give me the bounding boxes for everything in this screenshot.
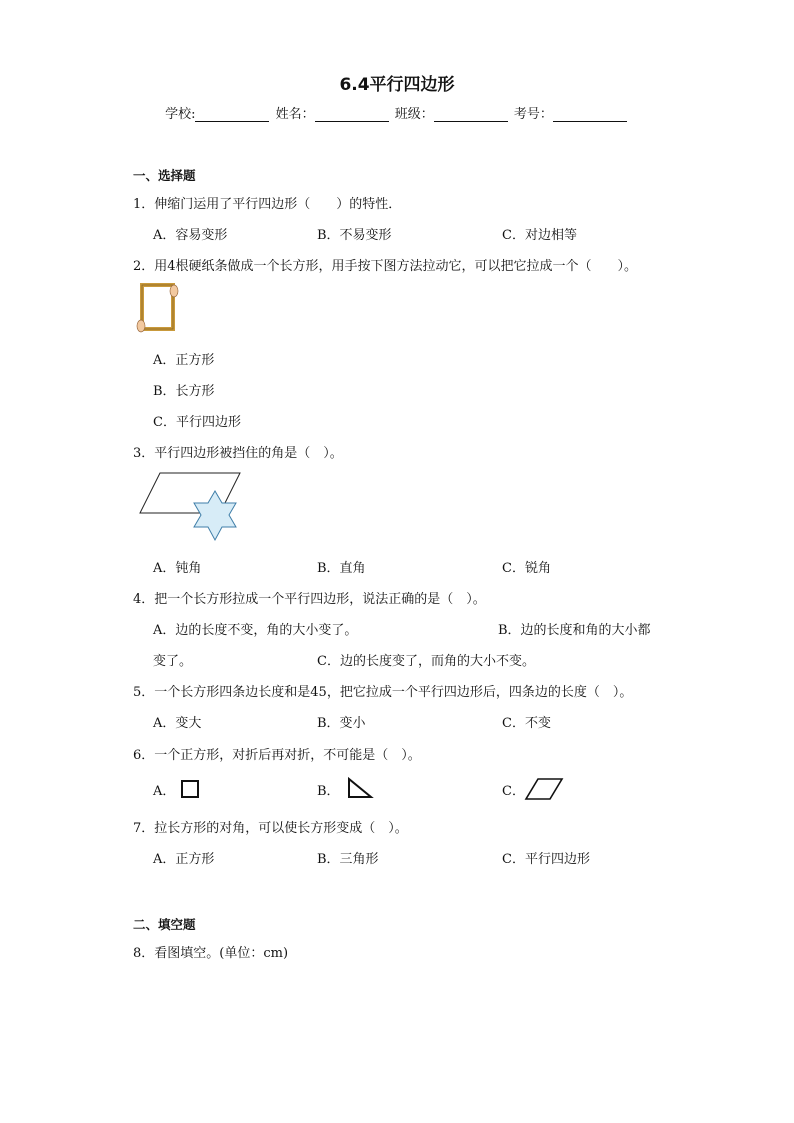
exam-number-blank[interactable] <box>553 107 627 122</box>
q6-option-c[interactable]: C． <box>502 784 525 799</box>
q1-option-a[interactable]: A．容易变形 <box>153 228 228 243</box>
q4-option-b-continued: 变了。 <box>153 654 193 669</box>
q3-option-b[interactable]: B．直角 <box>317 561 366 576</box>
q5-option-b[interactable]: B．变小 <box>317 716 366 731</box>
q7-option-a[interactable]: A．正方形 <box>153 852 215 867</box>
question-stem: 伸缩门运用了平行四边形（ ）的特性． <box>154 197 402 212</box>
q2-option-a[interactable]: A．正方形 <box>153 353 215 368</box>
question-stem: 一个正方形，对折后再对折，不可能是（ ）。 <box>154 748 421 763</box>
q4-option-a[interactable]: A．边的长度不变，角的大小变了。 <box>153 623 358 638</box>
parallelogram-star-figure <box>138 470 244 544</box>
question-number: 8． <box>133 946 155 961</box>
q5-option-c[interactable]: C．不变 <box>502 716 551 731</box>
question-8 <box>133 942 288 961</box>
q3-option-a[interactable]: A．钝角 <box>153 561 202 576</box>
question-stem: 把一个长方形拉成一个平行四边形，说法正确的是（ ）。 <box>154 592 486 607</box>
question-stem: 看图填空。(单位：cm) <box>154 946 289 961</box>
q1-option-c[interactable]: C．对边相等 <box>502 228 577 243</box>
q7-option-b[interactable]: B．三角形 <box>317 852 379 867</box>
question-stem: 拉长方形的对角，可以使长方形变成（ ）。 <box>154 821 408 836</box>
question-number: 4． <box>133 592 155 607</box>
q3-option-c[interactable]: C．锐角 <box>502 561 551 576</box>
section-heading-choice: 一、选择题 <box>133 168 196 183</box>
question-stem: 用4根硬纸条做成一个长方形，用手按下图方法拉动它，可以把它拉成一个（ ）。 <box>154 259 638 274</box>
class-label: 班级： <box>394 107 434 122</box>
q4-option-c[interactable]: C．边的长度变了，而角的大小不变。 <box>317 654 535 669</box>
exam-number-label: 考号： <box>513 107 553 122</box>
question-3 <box>133 442 343 461</box>
section-heading-fill: 二、填空题 <box>133 917 196 932</box>
q1-option-b[interactable]: B．不易变形 <box>317 228 392 243</box>
question-number: 2． <box>133 259 155 274</box>
class-blank[interactable] <box>434 107 508 122</box>
question-number: 6． <box>133 748 155 763</box>
rectangle-frame-figure <box>137 282 181 334</box>
question-number: 5． <box>133 685 155 700</box>
right-triangle-icon <box>345 776 375 800</box>
q6-option-b[interactable]: B． <box>317 784 340 799</box>
name-blank[interactable] <box>315 107 389 122</box>
question-6 <box>133 744 421 763</box>
question-stem: 一个长方形四条边长度和是45，把它拉成一个平行四边形后，四条边的长度（ ）。 <box>154 685 633 700</box>
q5-option-a[interactable]: A．变大 <box>153 716 202 731</box>
school-label: 学校: <box>165 107 196 122</box>
parallelogram-icon <box>524 776 566 802</box>
small-square-icon <box>180 779 202 799</box>
question-number: 7． <box>133 821 155 836</box>
question-7 <box>133 817 408 836</box>
school-blank[interactable] <box>195 107 269 122</box>
question-stem: 平行四边形被挡住的角是（ ）。 <box>154 446 343 461</box>
q2-option-b[interactable]: B．长方形 <box>153 384 215 399</box>
student-info-line <box>0 103 794 122</box>
question-number: 3． <box>133 446 155 461</box>
question-4 <box>133 588 486 607</box>
q6-option-a[interactable]: A． <box>153 784 176 799</box>
question-2 <box>133 255 637 274</box>
question-number: 1． <box>133 197 155 212</box>
page-title: 6.4平行四边形 <box>339 75 455 95</box>
q2-option-c[interactable]: C．平行四边形 <box>153 415 241 430</box>
q4-option-b[interactable]: B．边的长度和角的大小都 <box>498 623 651 638</box>
q7-option-c[interactable]: C．平行四边形 <box>502 852 590 867</box>
question-1 <box>133 193 401 212</box>
name-label: 姓名： <box>275 107 315 122</box>
question-5 <box>133 681 632 700</box>
